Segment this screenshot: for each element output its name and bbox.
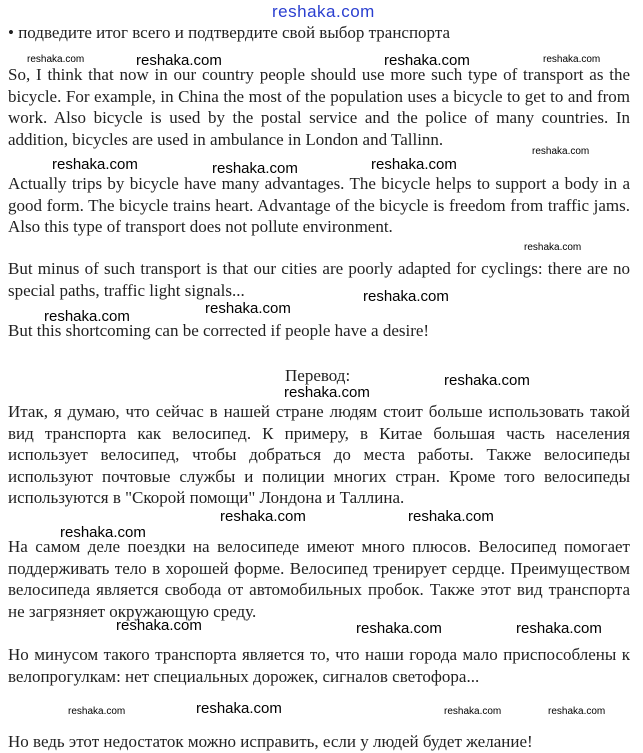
watermark: reshaka.com bbox=[543, 54, 601, 65]
task-line: • подведите итог всего и подтвердите свой выбор транспорта bbox=[8, 23, 451, 42]
watermark: reshaka.com bbox=[44, 308, 130, 325]
watermark: reshaka.com bbox=[363, 288, 449, 305]
russian-paragraph-1: Итак, я думаю, что сейчас в нашей стране людям стоит больше использовать такой вид транспорта как велосипед. К примеру, в Китае большая часть населения использует велосипед, чтобы добраться до места работы. Также велосипеды используют почтовые службы и полиции многих стран. Кроме того велосипеды используются в "Скорой помощи" Лондона и Таллина. bbox=[8, 402, 630, 507]
watermark: reshaka.com bbox=[284, 384, 370, 401]
english-paragraph-2: Actually trips by bicycle have many advantages. The bicycle helps to support a body in a good form. The bicycle trains heart. Advantage of the bicycle is freedom from traffic jams. Also this type of transport does not pollute environment. bbox=[8, 174, 630, 236]
translation-heading: Перевод: bbox=[285, 366, 351, 385]
watermark: reshaka.com bbox=[205, 300, 291, 317]
english-paragraph-1: So, I think that now in our country people should use more such type of transport as the bicycle. For example, in China the most of the population uses a bicycle to get to and from work. Also bicycle is used by the postal service and the police of many countries. In addition, bicycles are used in ambulance in London and Tallinn. bbox=[8, 65, 630, 149]
watermark: reshaka.com bbox=[444, 706, 502, 717]
russian-paragraph-3: Но минусом такого транспорта является то, что наши города мало приспособлены к велопрогулкам: нет специальных дорожек, сигналов светофора... bbox=[8, 645, 630, 686]
watermark: reshaka.com bbox=[384, 52, 470, 69]
watermark: reshaka.com bbox=[220, 508, 306, 525]
russian-paragraph-4: Но ведь этот недостаток можно исправить, если у людей будет желание! bbox=[8, 732, 533, 751]
watermark: reshaka.com bbox=[524, 242, 582, 253]
russian-paragraph-2: На самом деле поездки на велосипеде имеют много плюсов. Велосипед помогает поддерживать тело в хорошей форме. Велосипед тренирует сердце. Преимуществом велосипеда является свобода от автомобильных пробок. Также этот вид транспорта не загрязняет окружающую среду. bbox=[8, 537, 630, 621]
watermark: reshaka.com bbox=[356, 620, 442, 637]
watermark: reshaka.com bbox=[60, 524, 146, 541]
english-paragraph-4: But this shortcoming can be corrected if people have a desire! bbox=[8, 321, 430, 340]
english-paragraph-3: But minus of such transport is that our cities are poorly adapted for cyclings: there are no special paths, traffic light signals... bbox=[8, 259, 630, 300]
watermark: reshaka.com bbox=[196, 700, 282, 717]
watermark: reshaka.com bbox=[548, 706, 606, 717]
watermark: reshaka.com bbox=[212, 160, 298, 177]
watermark: reshaka.com bbox=[444, 372, 530, 389]
watermark: reshaka.com bbox=[516, 620, 602, 637]
watermark: reshaka.com bbox=[27, 54, 85, 65]
watermark: reshaka.com bbox=[136, 52, 222, 69]
watermark: reshaka.com bbox=[408, 508, 494, 525]
watermark: reshaka.com bbox=[371, 156, 457, 173]
watermark: reshaka.com bbox=[532, 146, 590, 157]
watermark: reshaka.com bbox=[116, 617, 202, 634]
watermark: reshaka.com bbox=[272, 2, 375, 21]
watermark: reshaka.com bbox=[68, 706, 126, 717]
watermark: reshaka.com bbox=[52, 156, 138, 173]
